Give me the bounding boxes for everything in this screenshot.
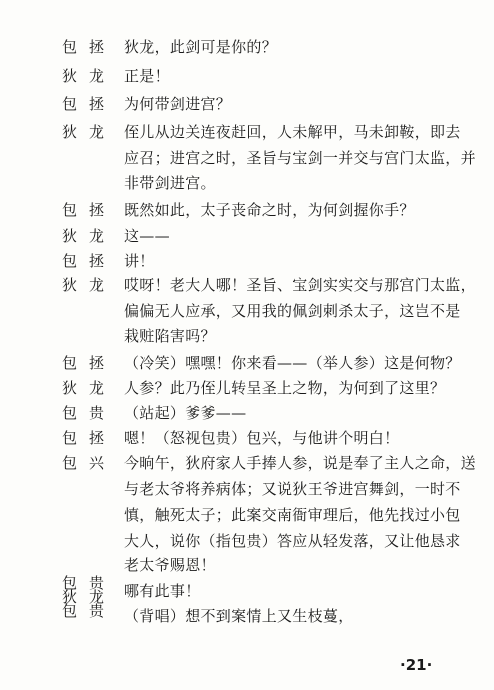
dialogue-line [0, 145, 494, 171]
dialogue-line [0, 63, 494, 89]
dialogue-line [0, 119, 494, 145]
dialogue-text: 人参？此乃侄儿转呈圣上之物，为何到了这里？ [124, 379, 446, 397]
dialogue-line [0, 298, 494, 324]
dialogue-text: 狄龙，此剑可是你的？ [124, 38, 278, 56]
dialogue-text: 大人，说你（指包贵）答应从轻发落，又让他恳求 [124, 532, 461, 550]
speaker-name: 狄龙 [62, 227, 117, 245]
speaker-name: 包贵 [62, 602, 117, 620]
dialogue-line [0, 34, 494, 60]
dialogue-text: 偏偏无人应承，又用我的佩剑刺杀太子，这岂不是 [124, 302, 461, 320]
dialogue-text: 与老太爷将养病体；又说狄王爷进宫舞剑，一时不 [124, 480, 461, 498]
dialogue-line [0, 197, 494, 223]
dialogue-line [0, 425, 494, 451]
dialogue-line [0, 574, 494, 604]
speaker-name: 包贵 [62, 574, 117, 592]
speaker-name: 狄龙 [62, 379, 117, 397]
dialogue-line [0, 450, 494, 476]
dialogue-text: 哎呀！老大人哪！圣旨、宝剑实实交与那宫门太监， [124, 276, 476, 294]
dialogue-line [0, 603, 494, 629]
dialogue-line [0, 323, 494, 349]
speaker-name: 包拯 [62, 252, 117, 270]
speaker-name: 狄龙 [62, 123, 117, 141]
dialogue-text: （冷笑）嘿嘿！你来看——（举人参）这是何物？ [124, 354, 461, 372]
dialogue-text: 为何带剑进宫？ [124, 95, 232, 113]
speaker-name: 狄龙 [62, 588, 117, 606]
dialogue-text: 嗯！（怒视包贵）包兴，与他讲个明白！ [124, 429, 400, 447]
speaker-name: 狄龙 [62, 276, 117, 294]
dialogue-line [0, 91, 494, 117]
dialogue-line [0, 272, 494, 298]
dialogue-text: 非带剑进宫。 [124, 174, 216, 192]
dialogue-text: 侄儿从边关连夜赶回，人未解甲，马未卸鞍，即去 [124, 123, 461, 141]
dialogue-line [0, 476, 494, 502]
dialogue-line [0, 400, 494, 426]
dialogue-line [0, 223, 494, 249]
dialogue-text: 老太爷赐恩！ [124, 556, 216, 574]
speaker-name: 包拯 [62, 38, 117, 56]
dialogue-text: 这—— [124, 227, 170, 245]
dialogue-text: 正是！ [124, 67, 170, 85]
dialogue-text: 应召；进宫之时，圣旨与宝剑一并交与宫门太监，并 [124, 149, 476, 167]
speaker-name: 包拯 [62, 201, 117, 219]
dialogue-text: 哪有此事！ [124, 582, 201, 600]
dialogue-text: （站起）爹爹—— [124, 404, 247, 422]
dialogue-text: 栽赃陷害吗？ [124, 327, 216, 345]
speaker-name: 包拯 [62, 429, 117, 447]
dialogue-text: 今晌午，狄府家人手捧人参，说是奉了主人之命，送 [124, 454, 476, 472]
page-number: ·21· [400, 656, 433, 674]
dialogue-line [0, 248, 494, 274]
dialogue-line [0, 350, 494, 376]
dialogue-line [0, 170, 494, 196]
speaker-name: 包拯 [62, 354, 117, 372]
speaker-name: 包拯 [62, 95, 117, 113]
speaker-name: 狄龙 [62, 67, 117, 85]
dialogue-text: （背唱）想不到案情上又生枝蔓， [124, 607, 354, 625]
dialogue-line [0, 528, 494, 554]
dialogue-text: 既然如此，太子丧命之时，为何剑握你手？ [124, 201, 415, 219]
dialogue-line [0, 375, 494, 401]
dialogue-text: 讲！ [124, 252, 155, 270]
speaker-name: 包兴 [62, 454, 117, 472]
speaker-name: 包贵 [62, 404, 117, 422]
dialogue-line [0, 502, 494, 528]
dialogue-text: 慎，触死太子；此案交南衙审理后，他先找过小包 [124, 506, 461, 524]
